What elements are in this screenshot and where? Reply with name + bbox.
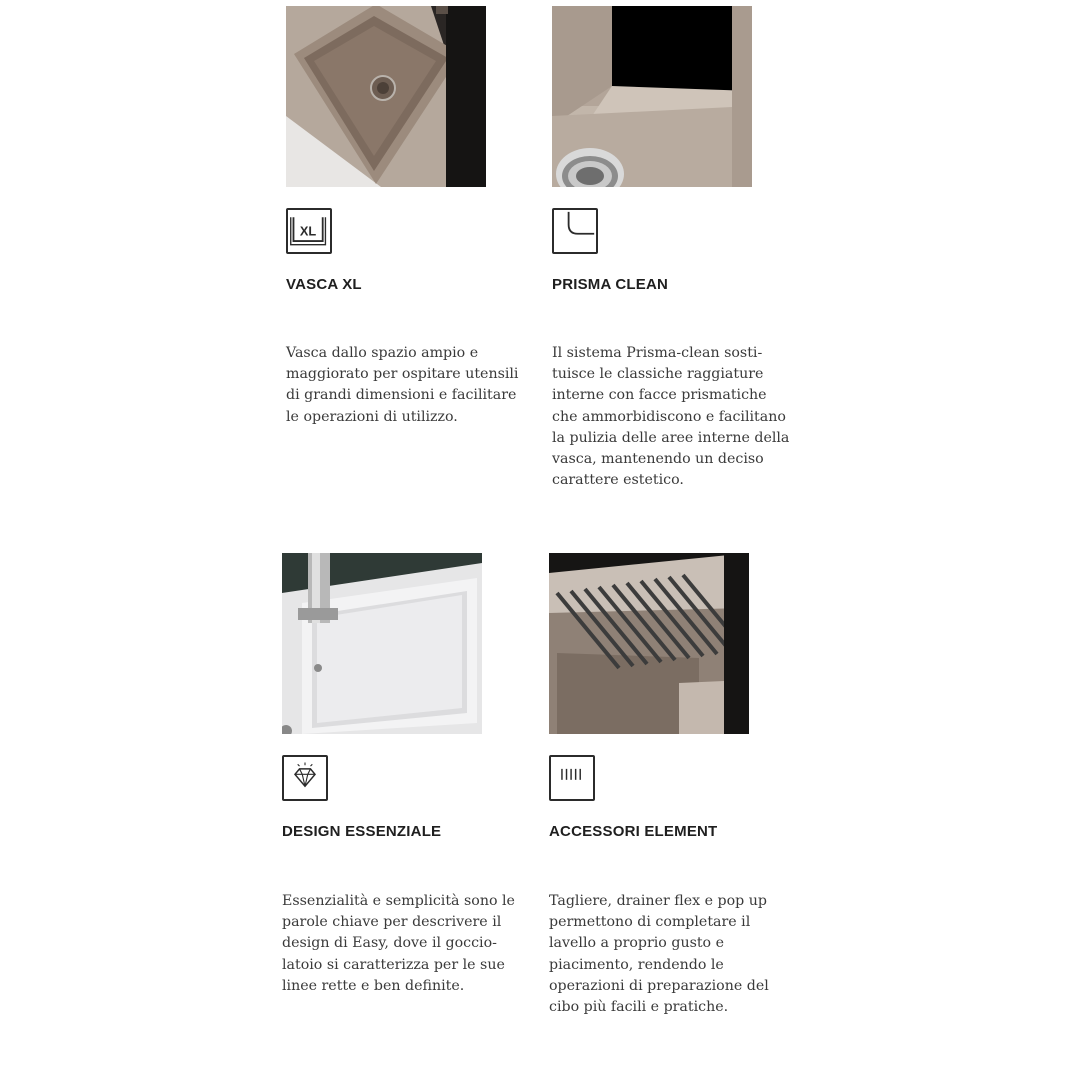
design-essenziale-photo [282,553,482,734]
xl-basin-icon [286,208,332,254]
prisma-corner-icon [552,208,598,254]
diamond-icon [282,755,328,801]
vasca-xl-description: Vasca dallo spazio ampio e maggiorato per ospitare utensili di grandi dimensioni e facilitare le operazioni di utilizzo. [286,345,519,425]
drainer-rack-icon [549,755,595,801]
design-essenziale-description: Essenzialità e semplicità sono le parole chiave per descrivere il design di Easy, dove il goccio- latoio si caratterizza per le sue linee rette e ben definite. [282,893,515,994]
accessori-element-photo [549,553,749,734]
prisma-clean-photo [552,6,752,187]
prisma-clean-description: Il sistema Prisma-clean sosti- tuisce le classiche raggiature interne con facce prismatiche che ammorbidiscono e facilitano la pulizia delle aree interne della vasca, mantenendo un deciso carattere estetico. [552,345,790,489]
vasca-xl-title: VASCA XL [286,276,362,293]
svg-text:XL: XL [299,223,317,239]
design-essenziale-title: DESIGN ESSENZIALE [282,823,442,840]
prisma-clean-title: PRISMA CLEAN [552,276,669,293]
vasca-xl-photo [286,6,486,187]
accessori-element-title: ACCESSORI ELEMENT [549,823,718,840]
accessori-element-description: Tagliere, drainer flex e pop up permettono di completare il lavello a proprio gusto e piacimento, rendendo le operazioni di preparazione del cibo più facili e pratiche. [549,893,769,1016]
